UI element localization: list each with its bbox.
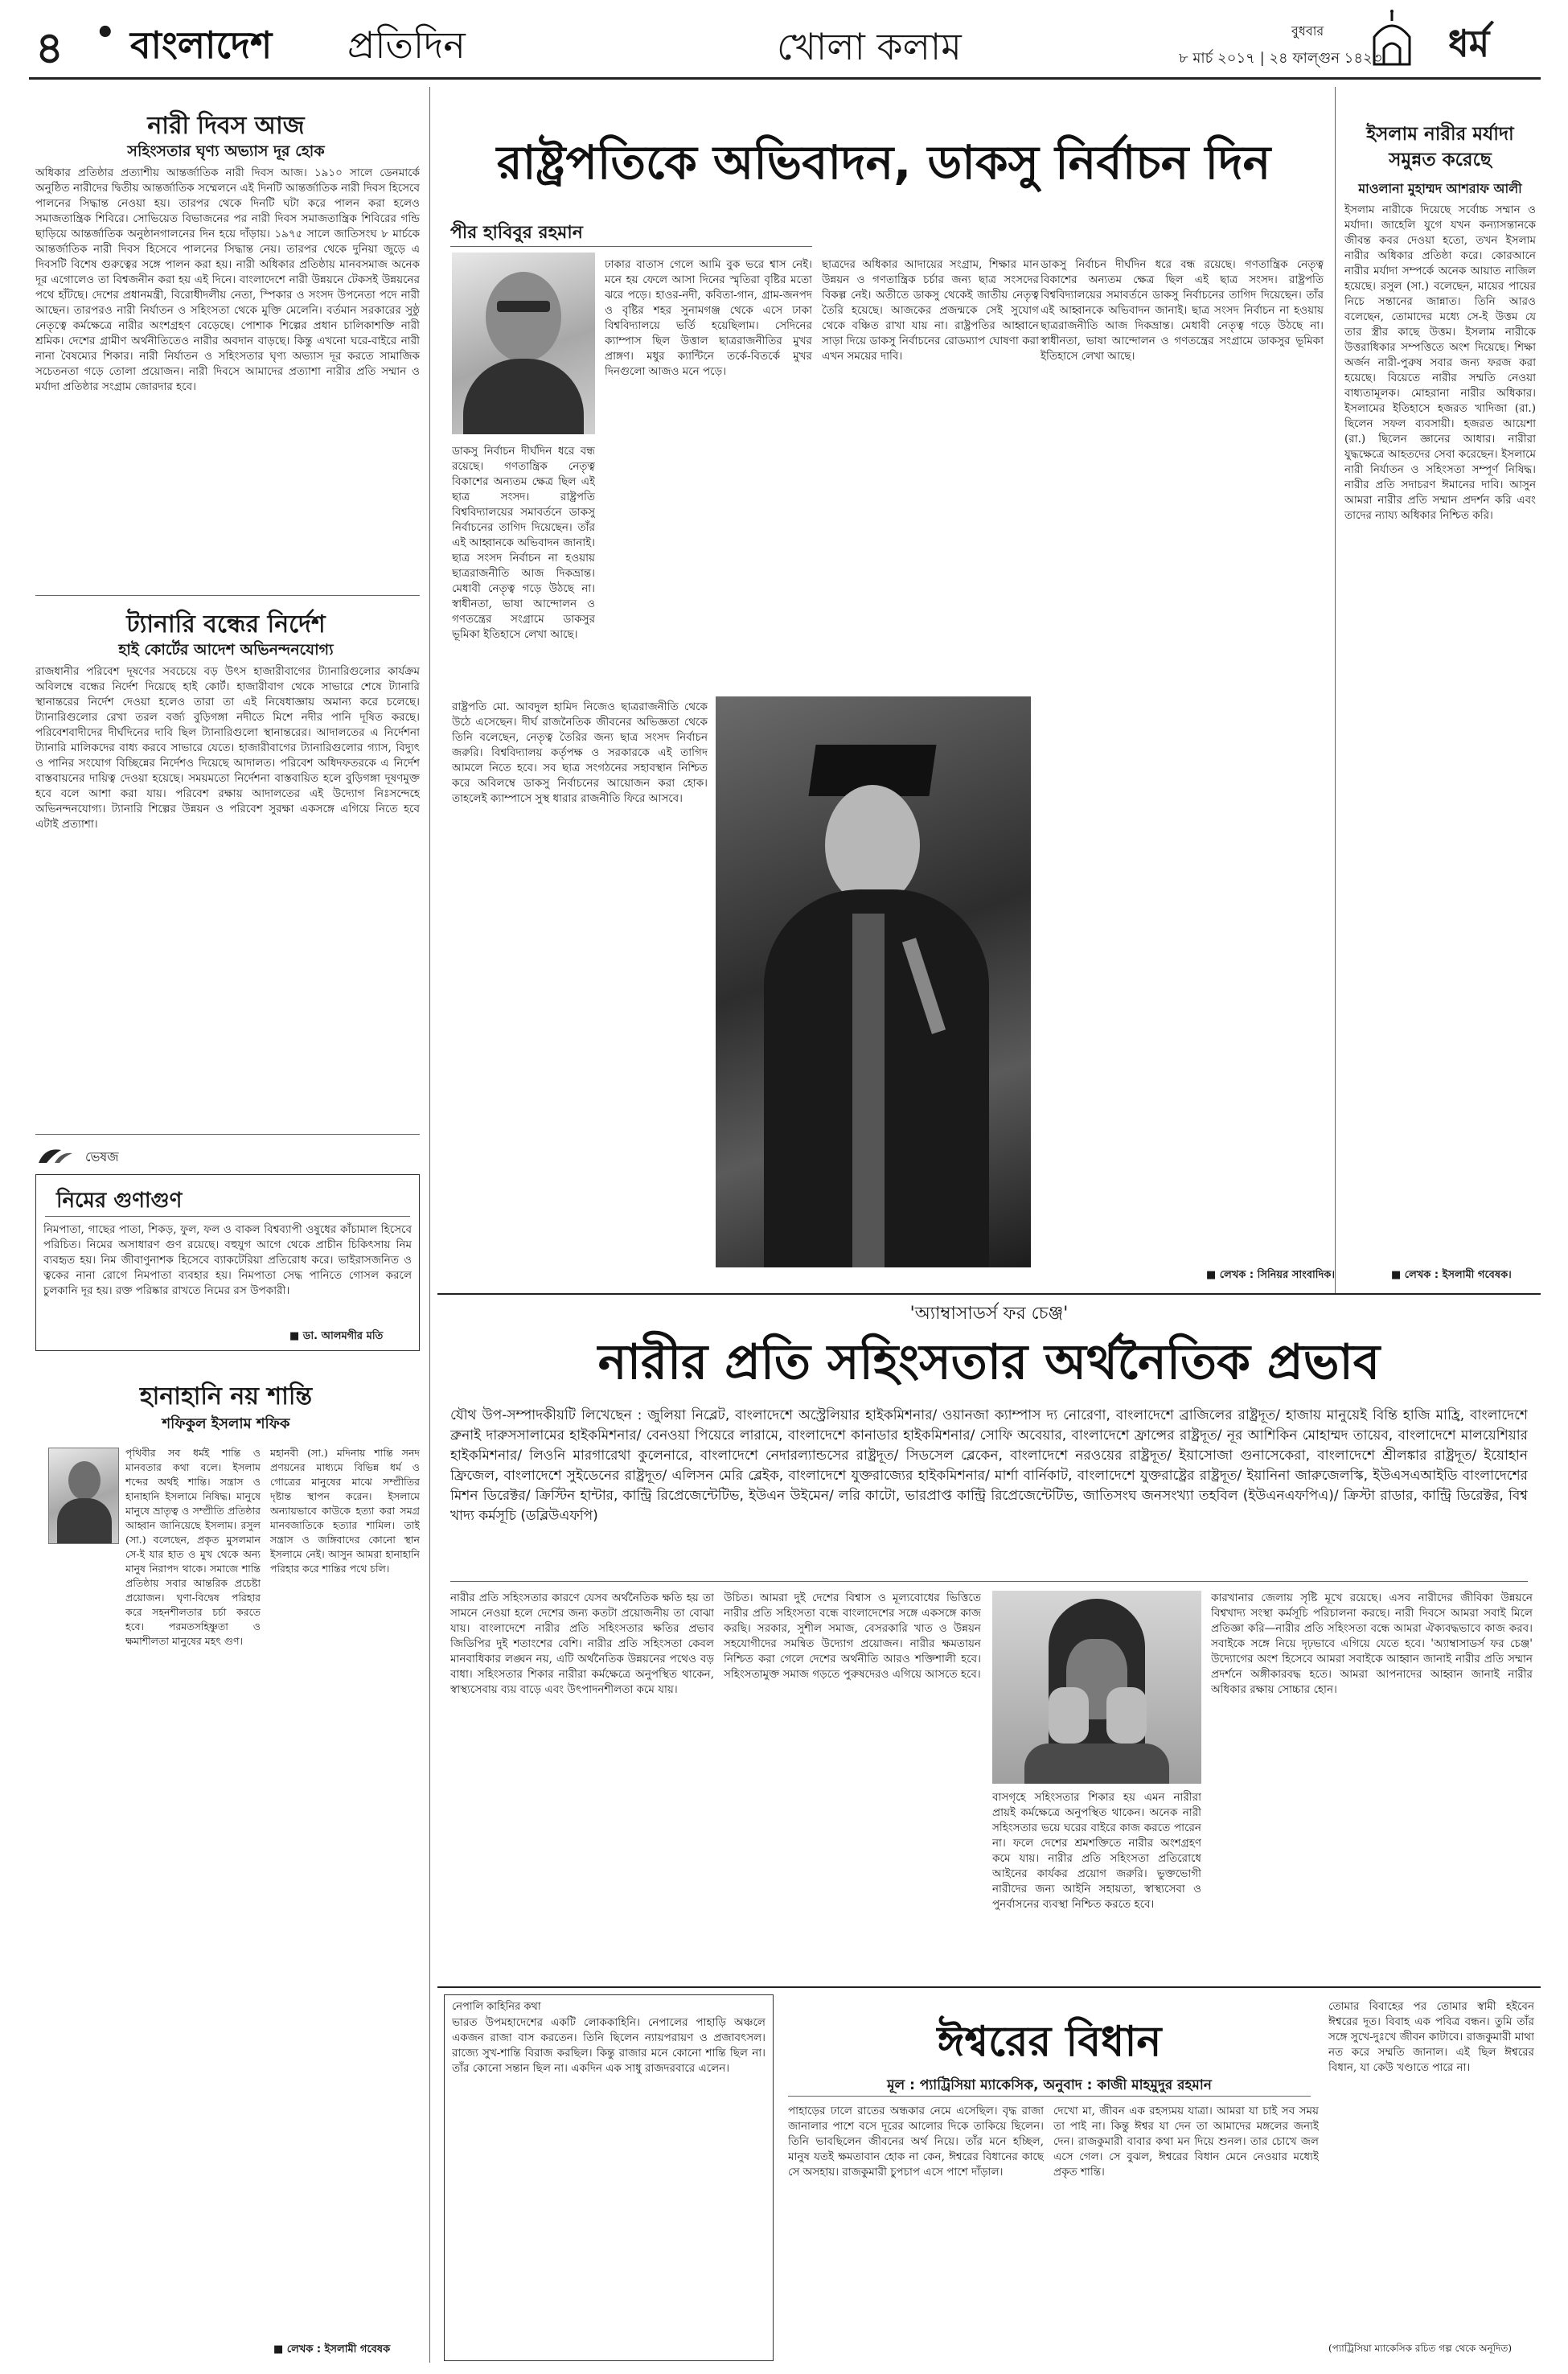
islam-women-footer: ■ লেখক : ইসলামী গবেষক। — [1391, 1269, 1512, 1281]
feature-woman-photo — [992, 1591, 1201, 1784]
main-body-c: ছাত্রদের অধিকার আদায়ের সংগ্রাম, শিক্ষার মান উন্নয়ন ও গণতান্ত্রিক চর্চার জন্য ছাত্র সংসদের বিকল্প নেই। অতীতে ডাকসু থেকেই জাতীয় নেতৃত্ব তৈরি হয়েছে। আজকের প্রজন্মকে সেই সুযোগ থেকে বঞ্চিত রাখা যায় না। রাষ্ট্রপতির আহ্বানে সাড়া দিয়ে ডাকসু নির্বাচনের রোডম্যাপ ঘোষণা করা এখন সময়ের দাবি। — [822, 258, 1039, 363]
herbal-title-rule — [45, 1216, 410, 1217]
feature-top-rule — [437, 1293, 1541, 1295]
feature-body-d: কারখানার জেলায় সৃষ্টি মূখে রয়েছে। এসব নারীদের জীবিকা উন্নয়নে বিশ্বখাদ্য সংস্থা কর্মসূচি পরিচালনা করছে। নারী দিবসে আমরা সবাই মিলে প্রতিজ্ঞা করি—নারীর প্রতি সহিংসতা বন্ধে আমরা ঐক্যবদ্ধভাবে কাজ করব। সবাইকে সঙ্গে নিয়ে দৃঢ়ভাবে এগিয়ে যেতে হবে। 'অ্যাম্বাসাডর্স ফর চেঞ্জ' উদ্যোগের অংশ হিসেবে আমরা সবাইকে আহ্বান জানাই নারীর প্রতি সম্মান প্রদর্শনে অঙ্গীকারবদ্ধ হতে। আমরা আপনাদের আহ্বান জানাই নারীর অধিকার রক্ষায় সোচ্চার হোন। — [1211, 1592, 1533, 1696]
tannery-body: রাজধানীর পরিবেশ দূষণের সবচেয়ে বড় উৎস হাজারীবাগের ট্যানারিগুলোর কার্যক্রম অবিলম্বে বন্ধের নির্দেশ দিয়েছে হাই কোর্ট। হাজারীবাগ থেকে সাভারে শেষে ট্যানারি স্থানান্তরের নির্দেশ দেওয়া হলেও তারা তা এই নিষেধাজ্ঞায় অমান্য করে চলেছে। ট্যানারিগুলোর রেখা তরল বর্জ্য বুড়িগঙ্গা নদীতে মিশে নদীর পানি দূষিত করছে। পরিবেশবাদীদের দীর্ঘদিনের দাবি ছিল ট্যানারিগুলো স্থানান্তরের। আদালতের এ নির্দেশনা ট্যানারি মালিকদের বাধ্য করবে সাভারে যেতে। হাজারীবাগের ট্যানারিগুলোর গ্যাস, বিদ্যুৎ ও পানির সংযোগ বিচ্ছিন্নের নির্দেশও দিয়েছে আদালত। পরিবেশ অধিদফতরকে এ নির্দেশ বাস্তবায়নের দায়িত্ব দেওয়া হয়েছে। সময়মতো নির্দেশনা বাস্তবায়িত হলে বুড়িগঙ্গা দূষণমুক্ত হবে বলে আশা করা যায়। পরিবেশ রক্ষায় আদালতের এই উদ্যোগ নিঃসন্দেহে অভিনন্দনযোগ্য। ট্যানারি শিল্পের উন্নয়ন ও পরিবেশ সুরক্ষা একসঙ্গে এগিয়ে নিতে হবে এটাই প্রত্যাশা। — [35, 665, 420, 831]
main-body-b: রাষ্ট্রপতি মো. আবদুল হামিদ নিজেও ছাত্ররাজনীতি থেকে উঠে এসেছেন। দীর্ঘ রাজনৈতিক জীবনের অভিজ্ঞতা থেকে তিনি বলেছেন, নেতৃত্ব তৈরির জন্য ছাত্র সংসদ নির্বাচন জরুরি। বিশ্ববিদ্যালয় কর্তৃপক্ষ ও সরকারকে এই তাগিদ আমলে নিতে হবে। সব ছাত্র সংগঠনের সহাবস্থান নিশ্চিত করে অবিলম্বে ডাকসু নির্বাচনের আয়োজন করা হোক। তাহলেই ক্যাম্পাসে সুস্থ ধারার রাজনীতি ফিরে আসবে। — [452, 700, 708, 805]
story-body-b: দেখো মা, জীবন এক রহস্যময় যাত্রা। আমরা যা চাই সব সময় তা পাই না। কিন্তু ঈশ্বর যা দেন তা আমাদের মঙ্গলের জন্যই দেন। রাজকুমারী বাবার কথা মন দিয়ে শুনল। তার চোখে জল এসে গেল। সে বুঝল, ঈশ্বরের বিধান মেনে নেওয়ার মধ্যেই প্রকৃত শান্তি। — [1053, 2105, 1319, 2179]
paper-name-part2: প্রতিদিন — [347, 23, 466, 67]
mosque-icon — [1368, 10, 1416, 66]
islam-women-title-2: সমুন্নত করেছে — [1389, 150, 1492, 170]
left-divider-2 — [35, 1134, 420, 1135]
story-title: ঈশ্বরের বিধান — [937, 2018, 1162, 2066]
story-body-c: তোমার বিবাহের পর তোমার স্বামী হইবেন ঈশ্বরের দূত। বিবাহ এক পবিত্র বন্ধন। তুমি তাঁর সঙ্গে সুখে-দুঃখে জীবন কাটাবে। রাজকুমারী মাথা নত করে সম্মতি জানাল। এই ছিল ঈশ্বরের বিধান, যা কেউ খণ্ডাতে পারে না। — [1328, 2000, 1534, 2074]
herbal-author: ■ ডা. আলমগীর মতি — [289, 1330, 384, 1342]
masthead-bullet: • — [95, 14, 116, 51]
feature-body-a: নারীর প্রতি সহিংসতার কারণে যেসব অর্থনৈতিক ক্ষতি হয় তা সামনে নেওয়া হলে দেশের জন্য কতটা প্রয়োজনীয় তা বোঝা যায়। বাংলাদেশে নারীর প্রতি সহিংসতার ক্ষতির প্রভাব জিডিপির দুই শতাংশের বেশি। নারীর প্রতি সহিংসতা কেবল মানবাধিকার লঙ্ঘন নয়, এটি অর্থনৈতিক উন্নয়নের পথেও বড় বাধা। সহিংসতার শিকার নারীরা কর্মক্ষেত্রে অনুপস্থিত থাকেন, স্বাস্থ্যসেবায় ব্যয় বাড়ে এবং উৎপাদনশীলতা কমে যায়। — [450, 1592, 714, 1696]
islam-women-body: ইসলাম নারীকে দিয়েছে সর্বোচ্চ সম্মান ও মর্যাদা। জাহেলি যুগে যখন কন্যাসন্তানকে জীবন্ত কবর দেওয়া হতো, তখন ইসলাম নারীর অধিকার প্রতিষ্ঠা করে। কোরআনে নারীর মর্যাদা সম্পর্কে অনেক আয়াত নাজিল হয়েছে। রসুল (সা.) বলেছেন, মায়ের পায়ের নিচে সন্তানের জান্নাত। তিনি আরও বলেছেন, তোমাদের মধ্যে সে-ই উত্তম যে তার স্ত্রীর কাছে উত্তম। ইসলাম নারীকে উত্তরাধিকার সম্পত্তিতে অংশ দিয়েছে। শিক্ষা অর্জন নারী-পুরুষ সবার জন্য ফরজ করা হয়েছে। বিয়েতে নারীর সম্মতি নেওয়া বাধ্যতামূলক। মোহরানা নারীর অধিকার। ইসলামের ইতিহাসে হজরত খাদিজা (রা.) ছিলেন সফল ব্যবসায়ী। হজরত আয়েশা (রা.) ছিলেন জ্ঞানের আধার। নারীরা যুদ্ধক্ষেত্রে আহতদের সেবা করেছেন। ইসলামে নারী নির্যাতন ও সহিংসতা সম্পূর্ণ নিষিদ্ধ। নারীর প্রতি সদাচরণ ঈমানের দাবি। আসুন আমরা নারীর প্রতি সম্মান প্রদর্শন করি এবং তাদের ন্যায্য অধিকার নিশ্চিত করি। — [1344, 203, 1536, 522]
main-headline: রাষ্ট্রপতিকে অভিবাদন, ডাকসু নির্বাচন দিন — [496, 135, 1271, 190]
story-body-a: পাহাড়ের ঢালে রাতের অন্ধকার নেমে এসেছিল। বৃদ্ধ রাজা জানালার পাশে বসে দূরের আলোর দিকে তাকিয়ে ছিলেন। তিনি ভাবছিলেন জীবনের অর্থ নিয়ে। তাঁর মনে হচ্ছিল, মানুষ যতই ক্ষমতাবান হোক না কেন, ঈশ্বরের বিধানের কাছে সে অসহায়। রাজকুমারী চুপচাপ এসে পাশে দাঁড়াল। — [788, 2105, 1044, 2179]
main-body-a2: ডাকসু নির্বাচন দীর্ঘদিন ধরে বন্ধ রয়েছে। গণতান্ত্রিক নেতৃত্ব বিকাশের অন্যতম ক্ষেত্র ছিল এই ছাত্র সংসদ। রাষ্ট্রপতি বিশ্ববিদ্যালয়ের সমাবর্তনে ডাকসু নির্বাচনের তাগিদ দিয়েছেন। তাঁর এই আহ্বানকে অভিবাদন জানাই। ছাত্র সংসদ নির্বাচন না হওয়ায় ছাত্ররাজনীতি আজ দিকভ্রান্ত। মেধাবী নেতৃত্ব গড়ে উঠছে না। স্বাধীনতা, ভাষা আন্দোলন ও গণতন্ত্রের সংগ্রামে ডাকসুর ভূমিকা ইতিহাসে লেখা আছে। — [452, 445, 595, 641]
masthead — [29, 10, 1541, 76]
main-author-rule — [450, 246, 812, 247]
feature-credits-rule — [450, 1581, 1528, 1582]
peace-footer: ■ লেখক : ইসলামী গবেষক — [273, 2343, 391, 2356]
story-footer: (প্যাট্রিসিয়া ম্যাকেসিক রচিত গল্প থেকে অনূদিত) — [1328, 2343, 1513, 2354]
peace-body-a: পৃথিবীর সব ধর্মই শান্তি ও মানবতার কথা বলে। ইসলাম শব্দের অর্থই শান্তি। সন্ত্রাস ও হানাহানি ইসলামে নিষিদ্ধ। মানুষে মানুষে ভ্রাতৃত্ব ও সম্প্রীতি প্রতিষ্ঠার আহ্বান জানিয়েছে ইসলাম। রসুল (সা.) বলেছেন, প্রকৃত মুসলমান সে-ই যার হাত ও মুখ থেকে অন্য মানুষ নিরাপদ থাকে। সমাজে শান্তি প্রতিষ্ঠায় সবার আন্তরিক প্রচেষ্টা প্রয়োজন। ঘৃণা-বিদ্বেষ পরিহার করে সহনশীলতার চর্চা করতে হবে। পরমতসহিষ্ণুতা ও ক্ষমাশীলতা মানুষের মহৎ গুণ। — [125, 1447, 261, 1647]
womens-day-title: নারী দিবস আজ — [147, 112, 305, 140]
tannery-subtitle: হাই কোর্টের আদেশ অভিনন্দনযোগ্য — [118, 641, 334, 659]
herbal-section-header — [35, 1140, 420, 1173]
story-intro-label: নেপালি কাহিনির কথা — [452, 2001, 541, 2013]
womens-day-subtitle: সহিংসতার ঘৃণ্য অভ্যাস দূর হোক — [127, 142, 325, 160]
main-body-d: ডাকসু নির্বাচন দীর্ঘদিন ধরে বন্ধ রয়েছে। গণতান্ত্রিক নেতৃত্ব বিকাশের অন্যতম ক্ষেত্র ছিল এই ছাত্র সংসদ। রাষ্ট্রপতি বিশ্ববিদ্যালয়ের সমাবর্তনে ডাকসু নির্বাচনের তাগিদ দিয়েছেন। তাঁর এই আহ্বানকে অভিবাদন জানাই। ছাত্র সংসদ নির্বাচন না হওয়ায় ছাত্ররাজনীতি আজ দিকভ্রান্ত। মেধাবী নেতৃত্ব গড়ে উঠছে না। স্বাধীনতা, ভাষা আন্দোলন ও গণতন্ত্রের সংগ্রামে ডাকসুর ভূমিকা ইতিহাসে লেখা আছে। — [1041, 258, 1324, 363]
author-portrait — [452, 253, 595, 434]
peace-author: শফিকুল ইসলাম শফিক — [162, 1415, 290, 1432]
peace-body-b: মহানবী (সা.) মদিনায় শান্তি সনদ প্রণয়নের মাধ্যমে বিভিন্ন ধর্ম ও গোত্রের মানুষের মাঝে সম্প্রীতির দৃষ্টান্ত স্থাপন করেন। ইসলামে অন্যায়ভাবে কাউকে হত্যা করা সমগ্র মানবজাতিকে হত্যার শামিল। তাই সন্ত্রাস ও জঙ্গিবাদের কোনো স্থান ইসলামে নেই। আসুন আমরা হানাহানি পরিহার করে শান্তির পথে চলি। — [270, 1447, 420, 1575]
peace-title: হানাহানি নয় শান্তি — [139, 1382, 313, 1411]
president-photo — [716, 696, 1031, 1267]
islam-women-author: মাওলানা মুহাম্মদ আশরাফ আলী — [1358, 181, 1522, 196]
feature-body-c: বাসগৃহে সহিংসতার শিকার হয় এমন নারীরা প্রায়ই কর্মক্ষেত্রে অনুপস্থিত থাকেন। অনেক নারী সহিংসতার ভয়ে ঘরের বাইরে কাজ করতে পারেন না। ফলে দেশের শ্রমশক্তিতে নারীর অংশগ্রহণ কমে যায়। নারীর প্রতি সহিংসতা প্রতিরোধে আইনের কার্যকর প্রয়োগ জরুরি। ভুক্তভোগী নারীদের জন্য আইনি সহায়তা, স্বাস্থ্যসেবা ও পুনর্বাসনের ব্যবস্থা নিশ্চিত করতে হবে। — [992, 1791, 1201, 1911]
islam-women-title-1: ইসলাম নারীর মর্যাদা — [1366, 124, 1514, 145]
herbal-title: নিমের গুণাগুণ — [56, 1189, 183, 1213]
main-footer: ■ লেখক : সিনিয়র সাংবাদিক। — [1206, 1269, 1336, 1281]
day-label: বুধবার — [1291, 23, 1324, 39]
womens-day-body: অধিকার প্রতিষ্ঠার প্রত্যাশীয় আন্তর্জাতিক নারী দিবস আজ। ১৯১০ সালে ডেনমার্কে অনুষ্ঠিত নারীদের দ্বিতীয় আন্তর্জাতিক সম্মেলনে এই দিনটি আন্তর্জাতিক নারী দিবস হিসেবে পালনের সিদ্ধান্ত নেওয়া হয়। তারপর থেকে দিনটি ঘটা করে পালন করা হলেও সমাজতান্ত্রিক শিবিরে। সোভিয়েত বিভাজনের পর নারী দিবস সমাজতান্ত্রিক শিবিরের গন্ডি ছাড়িয়ে আন্তর্জাতিক অনুষ্ঠানগালনের দিন হয়ে দাঁড়ায়। ১৯৭৫ সালে জাতিসংঘ ৮ মার্চকে আন্তর্জাতিক নারী দিবস হিসেবে পালনের সিদ্ধান্ত নেয়। তারপর থেকে দুনিয়া জুড়ে এ দিবসটি বিশেষ গুরুত্বের সঙ্গে পালন করা হয়। নারী অধিকার প্রতিষ্ঠায় মানবসমাজ অনেক দূর এগোলেও তা বিশ্বজনীন করা হয় এই দিনে। বাংলাদেশে নারী উন্নয়নে টেকসই উন্নয়নের পথে হাঁটছে। দেশের প্রধানমন্ত্রী, বিরোধীদলীয় নেতা, স্পিকার ও সংসদ উপনেতা পদে নারী আছেন। তারপরও নারী নির্যাতন ও সহিংসতা থেকে মুক্তি মেলেনি। বর্তমান সরকারের সুষ্ঠু নেতৃত্বে কর্মক্ষেত্রে নারীর অংশগ্রহণ বেড়েছে। পোশাক শিল্পের প্রধান চালিকাশক্তি নারী শ্রমিক। দেশের গ্রামীণ অর্থনীতিতেও নারীর অবদান বাড়ছে। কিন্তু এখনো ঘরে-বাইরে নারী নানা বৈষম্যের শিকার। নারী নির্যাতন ও সহিংসতার ঘৃণ্য অভ্যাস দূর করতে সামাজিক সচেতনতা গড়ে তোলা প্রয়োজন। নারী দিবসে আমাদের প্রত্যাশা নারীর প্রতি সম্মান ও মর্যাদা প্রতিষ্ঠার সংগ্রাম জোরদার হবে। — [35, 166, 420, 393]
right-column-rule — [1335, 87, 1336, 1293]
feature-body-b: উচিত। আমরা দুই দেশের বিশ্বাস ও মূল্যবোধের ভিত্তিতে নারীর প্রতি সহিংসতা বন্ধে বাংলাদেশের সঙ্গে একসঙ্গে কাজ করছি। সরকার, সুশীল সমাজ, বেসরকারি খাত ও উন্নয়ন সহযোগীদের সমন্বিত উদ্যোগ প্রয়োজন। নারীর ক্ষমতায়ন নিশ্চিত করা গেলে দেশের অর্থনীতি আরও শক্তিশালী হবে। সহিংসতামুক্ত সমাজ গড়তে পুরুষদেরও এগিয়ে আসতে হবে। — [724, 1592, 981, 1681]
story-credit-rule — [788, 2096, 1311, 2097]
religion-section-title: ধর্ম — [1448, 22, 1490, 65]
tannery-title: ট্যানারি বন্ধের নির্দেশ — [126, 610, 326, 639]
left-divider-1 — [35, 595, 420, 596]
peace-author-photo — [48, 1448, 119, 1544]
main-author: পীর হাবিবুর রহমান — [450, 223, 583, 243]
leaf-icon — [37, 1145, 74, 1168]
story-credit: মূল : প্যাট্রিসিয়া ম্যাকেসিক, অনুবাদ : কাজী মাহমুদুর রহমান — [887, 2077, 1212, 2093]
masthead-rule — [29, 77, 1541, 80]
feature-headline: নারীর প্রতি সহিংসতার অর্থনৈতিক প্রভাব — [597, 1334, 1381, 1390]
story-intro-body: ভারত উপমহাদেশের একটি লোককাহিনি। নেপালের পাহাড়ি অঞ্চলে একজন রাজা বাস করতেন। তিনি ছিলেন ন্যায়পরায়ণ ও প্রজাবৎসল। রাজ্যে সুখ-শান্তি বিরাজ করছিল। কিন্তু রাজার মনে কোনো শান্তি ছিল না। তাঁর কোনো সন্তান ছিল না। একদিন এক সাধু রাজদরবারে এলেন। — [452, 2016, 766, 2075]
story-top-rule — [437, 1986, 1541, 1988]
paper-name-part1: বাংলাদেশ — [130, 23, 273, 67]
date-label: ৮ মার্চ ২০১৭ | ২৪ ফাল্গুন ১৪২৩ — [1179, 50, 1382, 67]
herbal-section-label: ভেষজ — [85, 1149, 119, 1164]
feature-credits: যৌথ উপ-সম্পাদকীয়টি লিখেছেন : জুলিয়া নিব্লেট, বাংলাদেশে অস্ট্রেলিয়ার হাইকমিশনার/ ওয়ানজা ক্যাম্পাস দ্য নোরেণা, বাংলাদেশে ব্রাজিলের রাষ্ট্রদূত/ হাজায় মানুয়েই বিন্তি হাজি মাহ্রি, বাংলাদেশে ব্রুনাই দারুসসালামের হাইকমিশনার/ বেনওয়া পিয়েরে লারামে, বাংলাদেশে কানাডার হাইকমিশনার/ সোফি অবেয়ার, বাংলাদেশে ফ্রান্সের রাষ্ট্রদূত/ নূর আশিকিন মোহাম্মদ তায়েব, বাংলাদেশে মালয়েশিয়ার হাইকমিশনার/ লিওনি মারগারেথা কুলেনারে, বাংলাদেশে নেদারল্যান্ডসের রাষ্ট্রদূত/ সিডসেল ব্লেকেন, বাংলাদেশে নরওয়ের রাষ্ট্রদূত/ ইয়াসোজা গুনাসেকেরা, বাংলাদেশে শ্রীলঙ্কার রাষ্ট্রদূত/ ইয়োহান ফ্রিজেল, বাংলাদেশে সুইডেনের রাষ্ট্রদূত/ এলিসন মেরি ব্লেইক, বাংলাদেশে যুক্তরাজ্যের হাইকমিশনার/ মার্শা বার্নিকাট, বাংলাদেশে যুক্তরাষ্ট্রের রাষ্ট্রদূত/ ইয়ানিনা জারুজেলস্কি, ইউএসএআইডি বাংলাদেশের মিশন ডিরেক্টর/ ক্রিস্টিন হান্টার, কান্ট্রি রিপ্রেজেন্টেটিভ, ইউএন উইমেন/ লরি কাটো, ভারপ্রাপ্ত কান্ট্রি রিপ্রেজেন্টেটিভ, জাতিসংঘ জনসংখ্যা তহবিল (ইউএনএফপিএ)/ ক্রিস্টা রাডার, কান্ট্রি ডিরেক্টর, বিশ্ব খাদ্য কর্মসূচি (ডব্লিউএফপি) — [450, 1407, 1528, 1524]
left-column-rule — [429, 87, 430, 2363]
main-body-a: ঢাকার বাতাস গেলে আমি বুক ভরে শ্বাস নেই। মনে হয় ফেলে আসা দিনের স্মৃতিরা বৃষ্টির মতো ঝরে পড়ে। হাওর-নদী, কবিতা-গান, গ্রাম-জনপদ ও বৃষ্টির শহর সুনামগঞ্জ থেকে এসে ঢাকা বিশ্ববিদ্যালয়ে ভর্তি হয়েছিলাম। সেদিনের ক্যাম্পাস ছিল উত্তাল ছাত্ররাজনীতির মুখর প্রাঙ্গণ। মধুর ক্যান্টিনে তর্কে-বিতর্কে মুখর দিনগুলো আজও মনে পড়ে। — [605, 258, 812, 378]
section-title: খোলা কলাম — [777, 25, 962, 68]
herbal-body: নিমপাতা, গাছের পাতা, শিকড়, ফুল, ফল ও বাকল বিশ্বব্যাপী ওষুধের কাঁচামাল হিসেবে পরিচিত। নিমের অসাধারণ গুণ রয়েছে। বহুযুগ আগে থেকে প্রাচীন চিকিৎসায় নিম ব্যবহৃত হয়। নিম জীবাণুনাশক হিসেবে ব্যাকটেরিয়া প্রতিরোধ করে। ভাইরাসজনিত ও ত্বকের নানা রোগে নিমপাতা ব্যবহার হয়। নিমপাতা সেদ্ধ পানিতে গোসল করলে চুলকানি দূর হয়। রক্ত পরিষ্কার রাখতে নিমের রস উপকারী। — [43, 1223, 412, 1297]
feature-kicker: 'অ্যাম্বাসাডর্স ফর চেঞ্জ' — [909, 1304, 1069, 1324]
page-number: ৪ — [35, 23, 64, 73]
